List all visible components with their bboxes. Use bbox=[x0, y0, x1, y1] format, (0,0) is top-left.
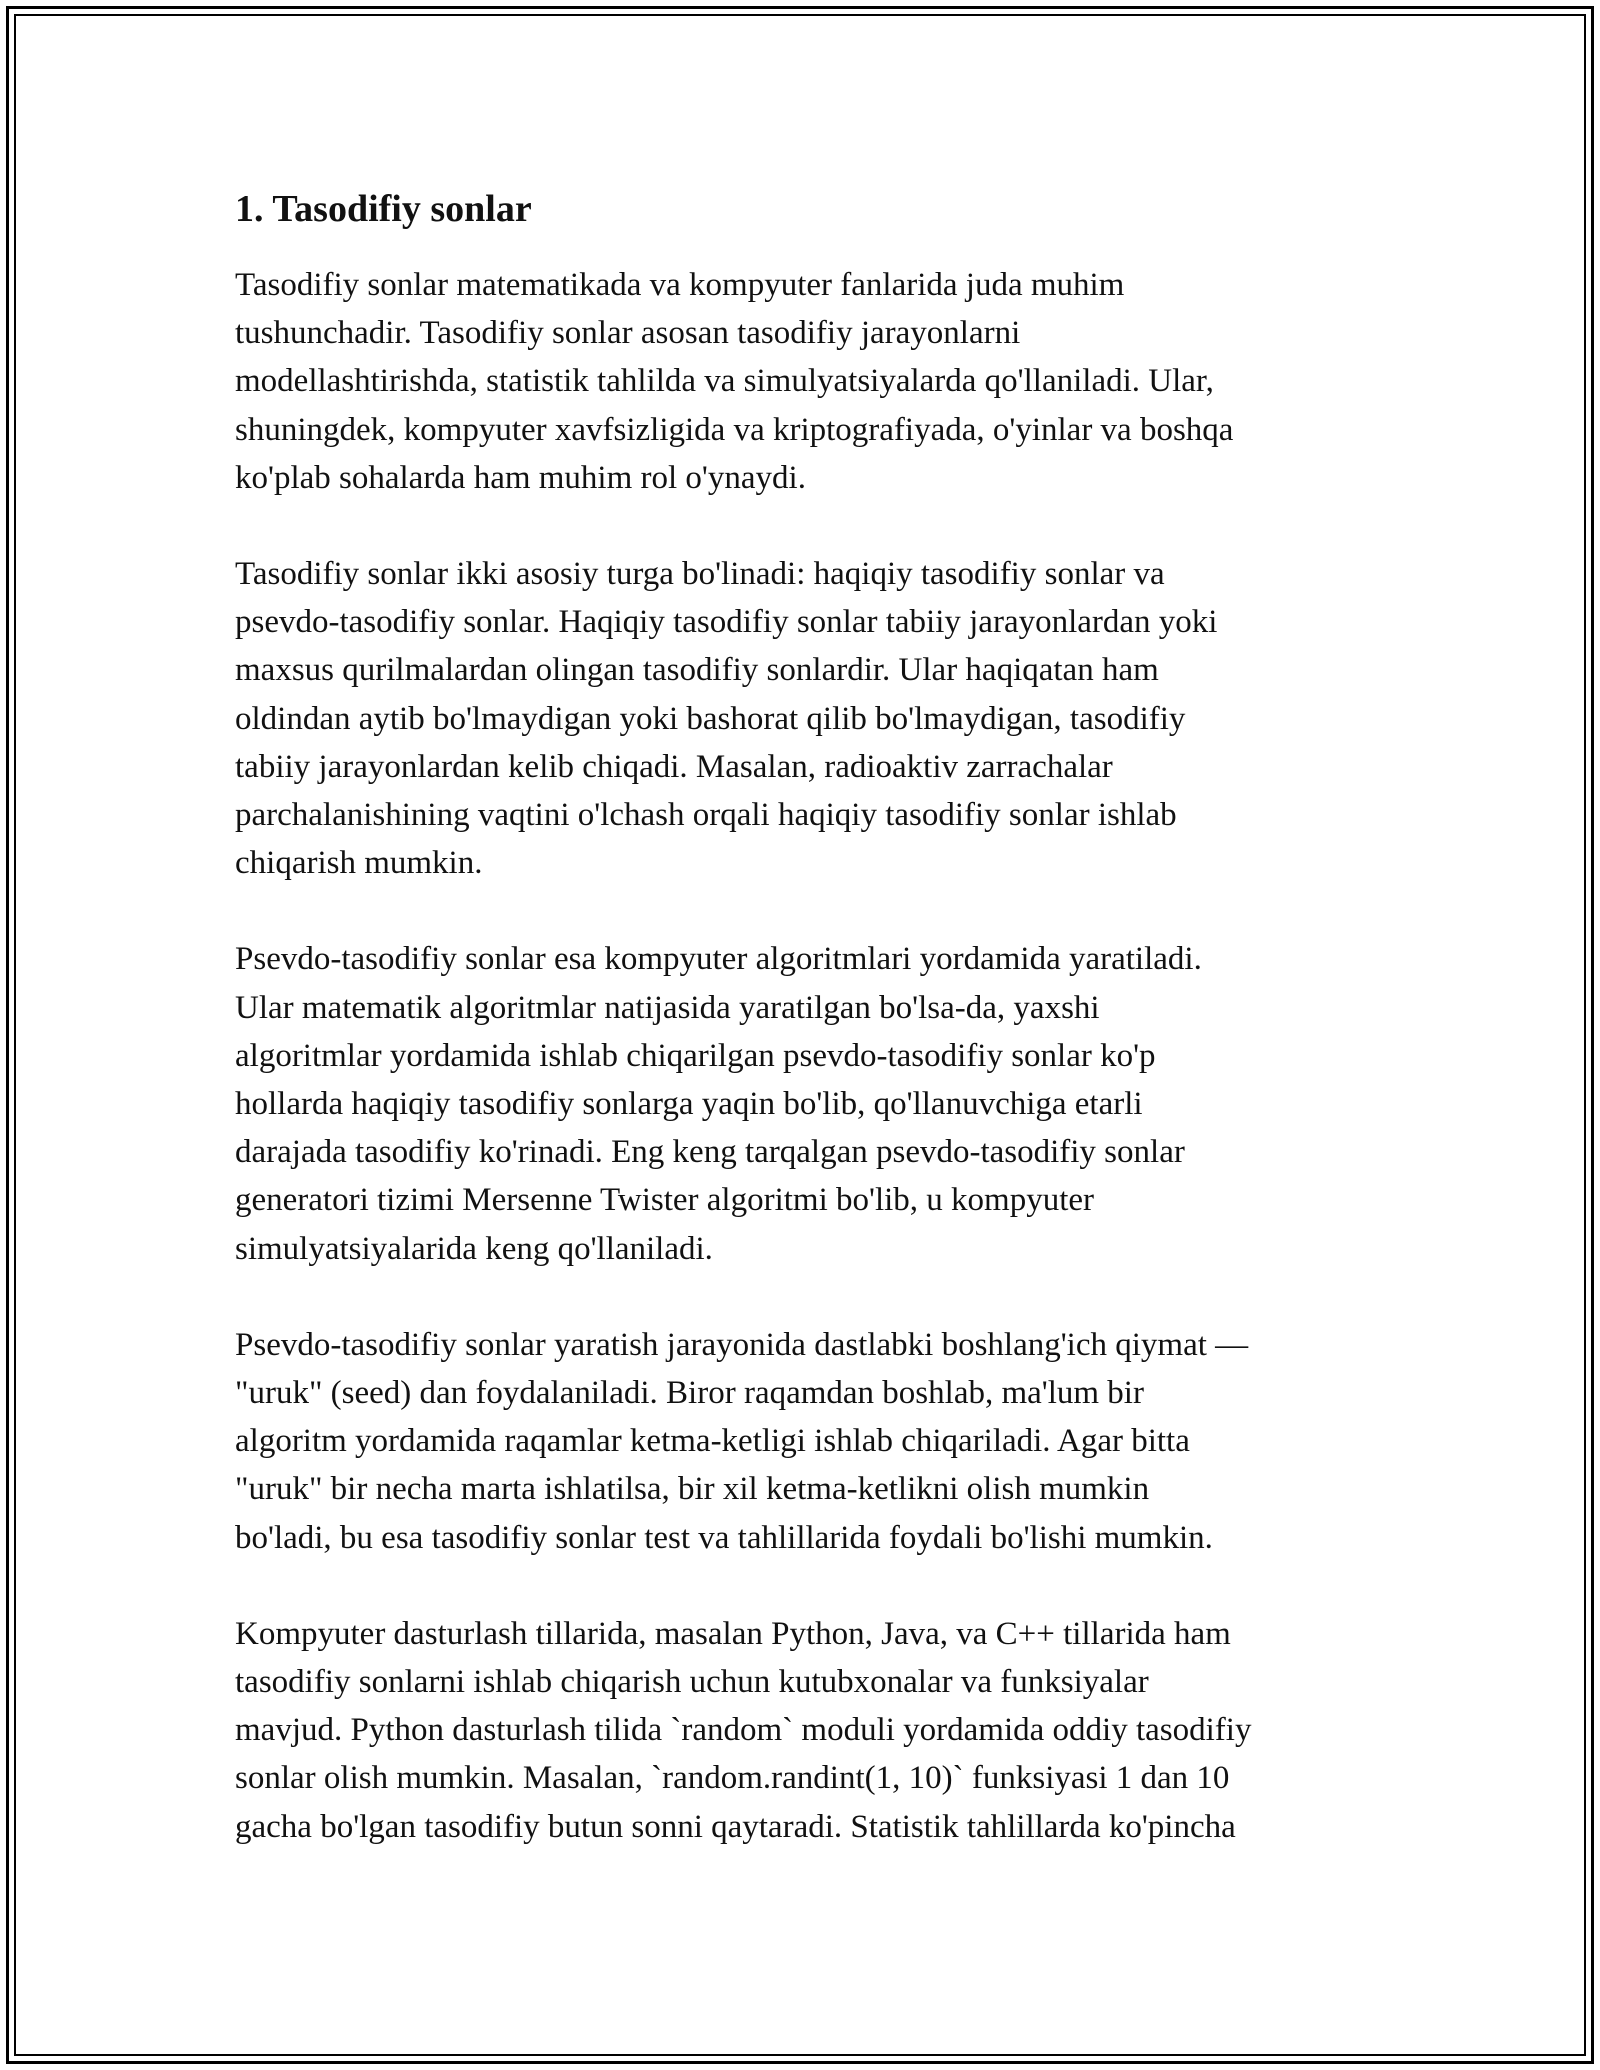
document-page bbox=[235, 185, 1365, 1899]
paragraph-1 bbox=[235, 261, 1365, 502]
text-line: Kompyuter dasturlash tillarida, masalan Python, Java, va C++ tillarida ham bbox=[235, 1615, 1231, 1652]
section-heading: 1. Tasodifiy sonlar bbox=[235, 188, 532, 230]
text-line: mavjud. Python dasturlash tilida `random` moduli yordamida oddiy tasodifiy bbox=[235, 1712, 1252, 1749]
text-line: parchalanishining vaqtini o'lchash orqali haqiqiy tasodifiy sonlar ishlab bbox=[235, 797, 1177, 834]
text-line: ko'plab sohalarda ham muhim rol o'ynaydi. bbox=[235, 459, 806, 496]
text-line: tushunchadir. Tasodifiy sonlar asosan tasodifiy jarayonlarni bbox=[235, 315, 1021, 352]
text-line: shuningdek, kompyuter xavfsizligida va kriptografiyada, o'yinlar va boshqa bbox=[235, 411, 1234, 448]
text-line: oldindan aytib bo'lmaydigan yoki bashorat qilib bo'lmaydigan, tasodifiy bbox=[235, 700, 1186, 737]
paragraph-2 bbox=[235, 550, 1365, 887]
text-line: Tasodifiy sonlar matematikada va kompyuter fanlarida juda muhim bbox=[235, 267, 1125, 303]
text-line: simulyatsiyalarida keng qo'llaniladi. bbox=[235, 1230, 713, 1267]
text-line: "uruk" (seed) dan foydalaniladi. Biror raqamdan boshlab, ma'lum bir bbox=[235, 1375, 1144, 1412]
text-line: algoritm yordamida raqamlar ketma-ketligi ishlab chiqariladi. Agar bitta bbox=[235, 1423, 1190, 1460]
text-line: bo'ladi, bu esa tasodifiy sonlar test va tahlillarida foydali bo'lishi mumkin. bbox=[235, 1519, 1213, 1556]
text-line: algoritmlar yordamida ishlab chiqarilgan psevdo-tasodifiy sonlar ko'p bbox=[235, 1037, 1156, 1074]
text-line: darajada tasodifiy ko'rinadi. Eng keng tarqalgan psevdo-tasodifiy sonlar bbox=[235, 1134, 1185, 1171]
text-line: psevdo-tasodifiy sonlar. Haqiqiy tasodifiy sonlar tabiiy jarayonlardan yoki bbox=[235, 604, 1218, 641]
text-line: sonlar olish mumkin. Masalan, `random.randint(1, 10)` funksiyasi 1 dan 10 bbox=[235, 1760, 1230, 1797]
text-line: chiqarish mumkin. bbox=[235, 845, 483, 882]
text-line: tabiiy jarayonlardan kelib chiqadi. Masalan, radioaktiv zarrachalar bbox=[235, 748, 1113, 785]
text-line: Psevdo-tasodifiy sonlar yaratish jarayonida dastlabki boshlang'ich qiymat — bbox=[235, 1326, 1249, 1363]
text-line: gacha bo'lgan tasodifiy butun sonni qaytaradi. Statistik tahlillarda ko'pincha bbox=[235, 1808, 1236, 1845]
paragraph-3 bbox=[235, 935, 1365, 1272]
text-line: modellashtirishda, statistik tahlilda va simulyatsiyalarda qo'llaniladi. Ular, bbox=[235, 363, 1214, 400]
paragraph-4 bbox=[235, 1321, 1365, 1562]
text-line: Ular matematik algoritmlar natijasida yaratilgan bo'lsa-da, yaxshi bbox=[235, 989, 1100, 1026]
text-line: generatori tizimi Mersenne Twister algoritmi bo'lib, u kompyuter bbox=[235, 1182, 1094, 1219]
text-line: maxsus qurilmalardan olingan tasodifiy sonlardir. Ular haqiqatan ham bbox=[235, 652, 1159, 689]
text-line: Psevdo-tasodifiy sonlar esa kompyuter algoritmlari yordamida yaratiladi. bbox=[235, 941, 1202, 978]
text-line: hollarda haqiqiy tasodifiy sonlarga yaqin bo'lib, qo'llanuvchiga etarli bbox=[235, 1086, 1143, 1123]
text-line: "uruk" bir necha marta ishlatilsa, bir xil ketma-ketlikni olish mumkin bbox=[235, 1471, 1150, 1508]
text-line: Tasodifiy sonlar ikki asosiy turga bo'linadi: haqiqiy tasodifiy sonlar va bbox=[235, 556, 1165, 593]
paragraph-5 bbox=[235, 1610, 1365, 1851]
text-line: tasodifiy sonlarni ishlab chiqarish uchun kutubxonalar va funksiyalar bbox=[235, 1664, 1149, 1701]
